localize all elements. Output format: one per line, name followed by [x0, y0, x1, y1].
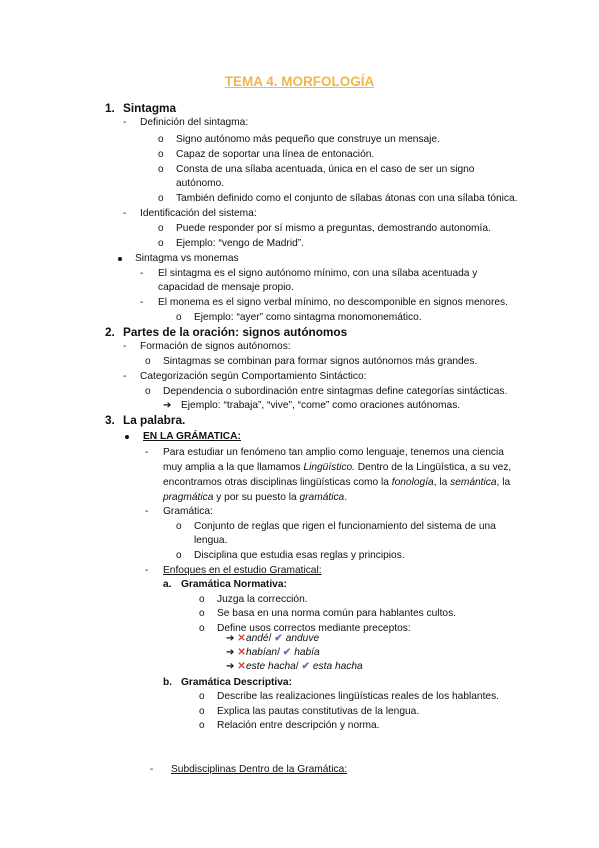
dash-marker: -: [145, 565, 149, 576]
dash-marker: -: [123, 117, 127, 128]
subsection-a-mark: a.: [163, 579, 172, 590]
right-form: había: [294, 647, 320, 658]
circle-bullet: o: [199, 594, 205, 605]
circle-bullet: o: [199, 720, 205, 731]
vs-item: El sintagma es el signo autónomo mínimo, con una sílaba acentuada y: [158, 268, 478, 279]
circle-bullet: o: [199, 706, 205, 717]
circle-bullet: o: [176, 550, 182, 561]
normativa-item: Se basa en una norma común para hablantes cultos.: [217, 608, 456, 619]
identification-label: Identificación del sistema:: [140, 208, 257, 219]
check-icon: ✔: [282, 647, 292, 658]
example-row: ➔ ✕habían/ ✔ había: [226, 647, 320, 658]
right-form: esta hacha: [312, 661, 363, 672]
section-3-number: 3.: [105, 413, 115, 427]
gramatica-item: Conjunto de reglas que rigen el funcionamiento del sistema de una: [194, 521, 496, 532]
section-3-heading: La palabra.: [123, 413, 186, 427]
categorization-label: Categorización según Comportamiento Sintáctico:: [140, 371, 367, 382]
dash-marker: -: [140, 297, 144, 308]
paragraph-line: encontramos otras disciplinas lingüísticas como la fonología, la semántica, la: [163, 477, 511, 488]
sintagma-vs-monemas-label: Sintagma vs monemas: [135, 253, 239, 264]
example-row: ➔ ✕este hacha/ ✔ esta hacha: [226, 661, 363, 672]
document-title: TEMA 4. MORFOLOGÍA: [224, 74, 375, 89]
gramatica-item-cont: lengua.: [194, 535, 228, 546]
wrong-form: andé: [245, 633, 269, 644]
dash-marker: -: [123, 208, 127, 219]
enfoques-label: Enfoques en el estudio Gramatical:: [163, 565, 322, 576]
gramatica-item: Disciplina que estudia esas reglas y principios.: [194, 550, 405, 561]
arrow-icon: ➔: [226, 633, 235, 644]
example-row: ➔ ✕andé/ ✔ anduve: [226, 633, 320, 644]
arrow-icon: ➔: [226, 647, 235, 658]
normativa-label: Gramática Normativa:: [181, 579, 287, 590]
check-icon: ✔: [274, 633, 283, 644]
circle-bullet: o: [158, 223, 164, 234]
definition-item: Consta de una sílaba acentuada, única en el caso de ser un signo: [176, 164, 475, 175]
circle-bullet: o: [158, 238, 164, 249]
paragraph-line: muy amplia a la que llamamos Lingüístico. Dentro de la Lingüística, a su vez,: [163, 462, 512, 473]
section-1-number: 1.: [105, 101, 115, 115]
dash-marker: -: [145, 447, 149, 458]
circle-bullet: o: [158, 193, 164, 204]
subsection-b-mark: b.: [163, 677, 173, 688]
vs-item: El monema es el signo verbal mínimo, no descomponible en signos menores.: [158, 297, 508, 308]
dash-marker: -: [123, 341, 127, 352]
descriptiva-item: Relación entre descripción y norma.: [217, 720, 380, 731]
cross-icon: ✕: [237, 647, 246, 658]
section-2-number: 2.: [105, 325, 115, 339]
categorization-item: Dependencia o subordinación entre sintagmas define categorías sintácticas.: [163, 386, 508, 397]
grammar-section-label: EN LA GRÁMATICA:: [143, 431, 241, 442]
circle-bullet: o: [158, 149, 164, 160]
definition-item: Capaz de soportar una línea de entonación.: [176, 149, 375, 160]
descriptiva-item: Explica las pautas constitutivas de la lengua.: [217, 706, 420, 717]
normativa-item: Define usos correctos mediante preceptos:: [217, 623, 411, 634]
section-1-heading: Sintagma: [123, 101, 177, 115]
right-form: anduve: [285, 633, 320, 644]
circle-bullet: o: [158, 134, 164, 145]
dash-marker: -: [145, 506, 149, 517]
paragraph-line: Para estudiar un fenómeno tan amplio como lenguaje, tenemos una ciencia: [163, 447, 504, 458]
circle-bullet: o: [145, 356, 151, 367]
vs-item-cont: capacidad de mensaje propio.: [158, 282, 294, 293]
normativa-item: Juzga la corrección.: [217, 594, 308, 605]
definition-label: Definición del sintagma:: [140, 117, 249, 128]
circle-bullet: o: [176, 521, 182, 532]
gramatica-label: Gramática:: [163, 506, 213, 517]
formation-item: Sintagmas se combinan para formar signos autónomos más grandes.: [163, 356, 478, 367]
circle-bullet: o: [199, 623, 205, 634]
wrong-form: habían: [245, 647, 278, 658]
vs-example: Ejemplo: “ayer” como sintagma monomonemático.: [194, 312, 422, 323]
circle-bullet: o: [158, 164, 164, 175]
definition-item: También definido como el conjunto de sílabas átonas con una sílaba tónica.: [176, 193, 518, 204]
arrow-icon: ➔: [163, 400, 172, 411]
definition-item-cont: autónomo.: [176, 178, 225, 189]
dash-marker: -: [123, 371, 127, 382]
dash-marker: -: [140, 268, 144, 279]
disc-bullet: [118, 257, 122, 261]
identification-item: Puede responder por sí mismo a preguntas, demostrando autonomía.: [176, 223, 491, 234]
categorization-example: Ejemplo: “trabaja”, “vive”, “come” como oraciones autónomas.: [181, 400, 461, 411]
circle-bullet: o: [145, 386, 151, 397]
descriptiva-item: Describe las realizaciones lingüísticas reales de los hablantes.: [217, 691, 500, 702]
check-icon: ✔: [301, 661, 311, 672]
subdisciplinas-label: Subdisciplinas Dentro de la Gramática:: [171, 764, 348, 775]
wrong-form: este hacha: [245, 661, 296, 672]
disc-bullet: [125, 435, 129, 439]
definition-item: Signo autónomo más pequeño que construye un mensaje.: [176, 134, 440, 145]
arrow-icon: ➔: [226, 661, 235, 672]
circle-bullet: o: [199, 691, 205, 702]
descriptiva-label: Gramática Descriptiva:: [181, 677, 292, 688]
dash-marker: -: [150, 764, 154, 775]
paragraph-line: pragmática y por su puesto la gramática.: [163, 492, 348, 503]
identification-item: Ejemplo: “vengo de Madrid”.: [176, 238, 304, 249]
cross-icon: ✕: [237, 633, 246, 644]
circle-bullet: o: [176, 312, 182, 323]
formation-label: Formación de signos autónomos:: [140, 341, 291, 352]
cross-icon: ✕: [237, 661, 246, 672]
section-2-heading: Partes de la oración: signos autónomos: [123, 325, 348, 339]
circle-bullet: o: [199, 608, 205, 619]
